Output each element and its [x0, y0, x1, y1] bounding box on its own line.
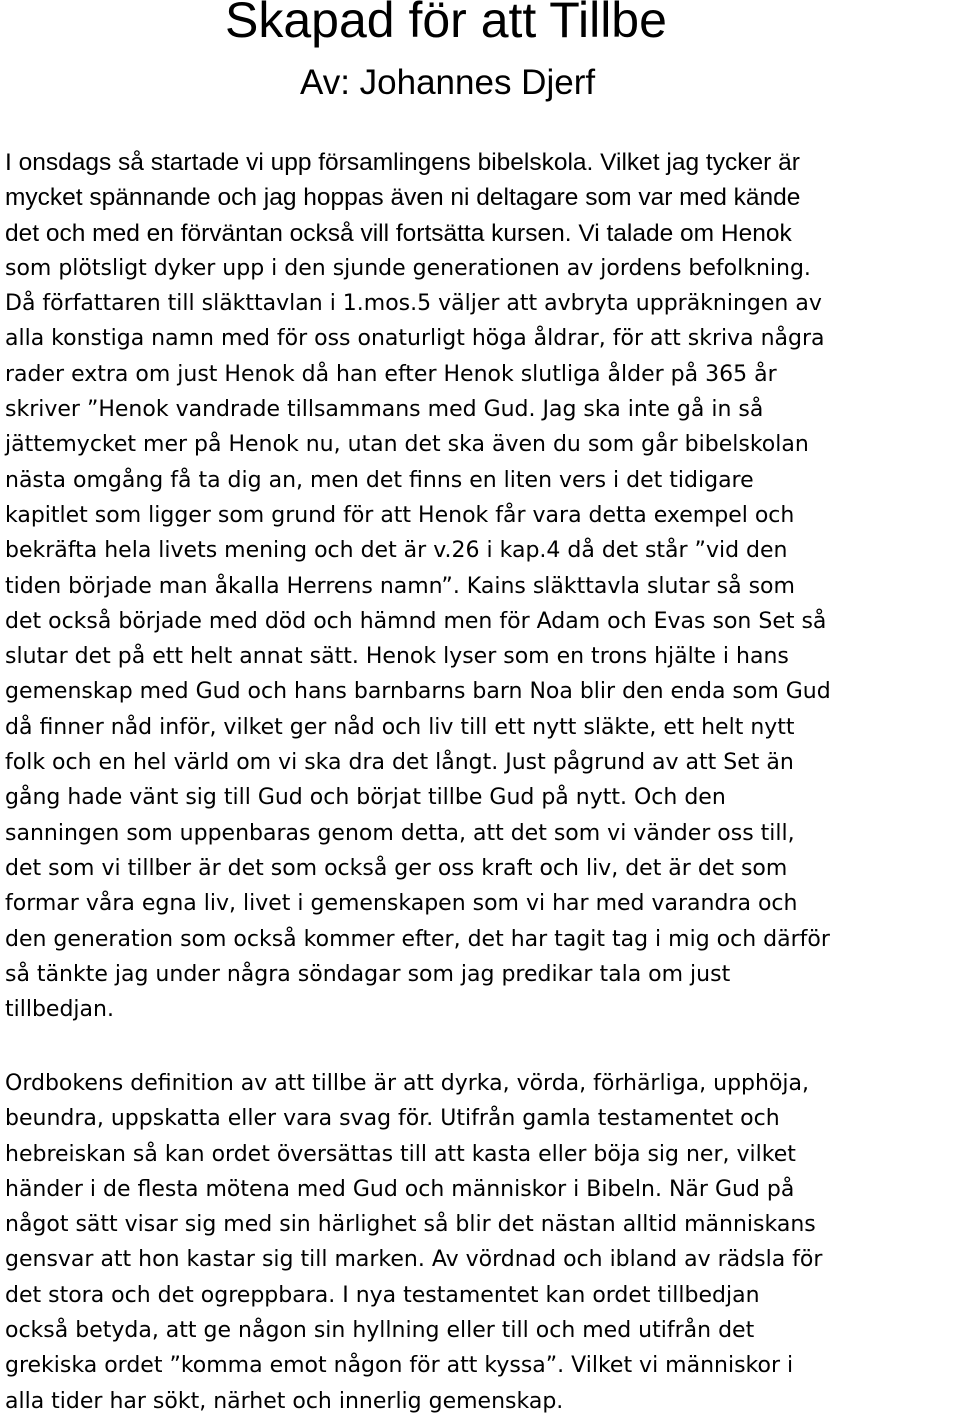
paragraph-line: sanningen som uppenbaras genom detta, att det som vi vänder oss till,: [5, 820, 795, 846]
paragraph-line: gensvar att hon kastar sig till marken. Av vördnad och ibland av rädsla för: [5, 1247, 823, 1273]
paragraph-line: rader extra om just Henok då han efter Henok slutliga ålder på 365 år: [5, 361, 777, 387]
paragraph-line: det och med en förväntan också vill fortsätta kursen. Vi talade om Henok: [5, 219, 792, 247]
paragraph-line: grekiska ordet ”komma emot någon för att kyssa”. Vilket vi människor i: [5, 1353, 794, 1379]
paragraph-line: tiden började man åkalla Herrens namn”. Kains släkttavla slutar så som: [5, 573, 795, 599]
paragraph-1: [5, 145, 960, 1027]
paragraph-line: gemenskap med Gud och hans barnbarns barn Noa blir den enda som Gud: [5, 679, 831, 705]
paragraph-line: formar våra egna liv, livet i gemenskapen som vi har med varandra och: [5, 891, 798, 917]
paragraph-line: mycket spännande och jag hoppas även ni deltagare som var med kände: [5, 184, 801, 212]
paragraph-line: Ordbokens definition av att tillbe är att dyrka, vörda, förhärliga, upphöja,: [5, 1071, 809, 1096]
paragraph-line: nästa omgång få ta dig an, men det finns en liten vers i det tidigare: [5, 467, 754, 493]
paragraph-line: alla konstiga namn med för oss onaturligt höga åldrar, för att skriva några: [5, 326, 825, 352]
paragraph-line: skriver ”Henok vandrade tillsammans med Gud. Jag ska inte gå in så: [5, 397, 764, 423]
paragraph-line: tillbedjan.: [5, 997, 114, 1023]
paragraph-line: det också började med död och hämnd men för Adam och Evas son Set så: [5, 608, 827, 634]
paragraph-line: något sätt visar sig med sin härlighet så blir det nästan alltid människans: [5, 1212, 816, 1238]
paragraph-line: som plötsligt dyker upp i den sjunde generationen av jordens befolkning.: [5, 255, 811, 281]
paragraph-line: kapitlet som ligger som grund för att Henok får vara detta exempel och: [5, 502, 795, 528]
paragraph-line: bekräfta hela livets mening och det är v.26 i kap.4 då det står ”vid den: [5, 538, 788, 564]
paragraph-line: det som vi tillber är det som också ger oss kraft och liv, det är det som: [5, 855, 788, 881]
paragraph-line: då finner nåd inför, vilket ger nåd och liv till ett nytt släkte, ett helt nytt: [5, 714, 795, 740]
paragraph-2: [5, 1066, 960, 1419]
document-author: Av: Johannes Djerf: [300, 63, 596, 102]
paragraph-line: den generation som också kommer efter, det har tagit tag i mig och därför: [5, 926, 830, 952]
paragraph-line: hebreiskan så kan ordet översättas till att kasta eller böja sig ner, vilket: [5, 1141, 796, 1167]
paragraph-line: alla tider har sökt, närhet och innerlig gemenskap.: [5, 1388, 564, 1414]
paragraph-line: också betyda, att ge någon sin hyllning eller till och med utifrån det: [5, 1318, 755, 1344]
paragraph-line: slutar det på ett helt annat sätt. Henok lyser som en trons hjälte i hans: [5, 644, 789, 670]
document-title: Skapad för att Tillbe: [225, 0, 667, 48]
paragraph-line: det stora och det ogreppbara. I nya testamentet kan ordet tillbedjan: [5, 1282, 760, 1308]
paragraph-line: gång hade vänt sig till Gud och börjat tillbe Gud på nytt. Och den: [5, 785, 726, 811]
paragraph-line: beundra, uppskatta eller vara svag för. Utifrån gamla testamentet och: [5, 1106, 780, 1132]
paragraph-line: händer i de flesta mötena med Gud och människor i Bibeln. När Gud på: [5, 1176, 795, 1202]
paragraph-line: jättemycket mer på Henok nu, utan det ska även du som går bibelskolan: [5, 432, 809, 458]
paragraph-line: Då författaren till släkttavlan i 1.mos.5 väljer att avbryta uppräkningen av: [5, 291, 822, 317]
paragraph-line: så tänkte jag under några söndagar som jag predikar tala om just: [5, 961, 731, 987]
paragraph-line: folk och en hel värld om vi ska dra det långt. Just pågrund av att Set än: [5, 750, 794, 776]
paragraph-line: I onsdags så startade vi upp församlingens bibelskola. Vilket jag tycker är: [5, 149, 800, 176]
